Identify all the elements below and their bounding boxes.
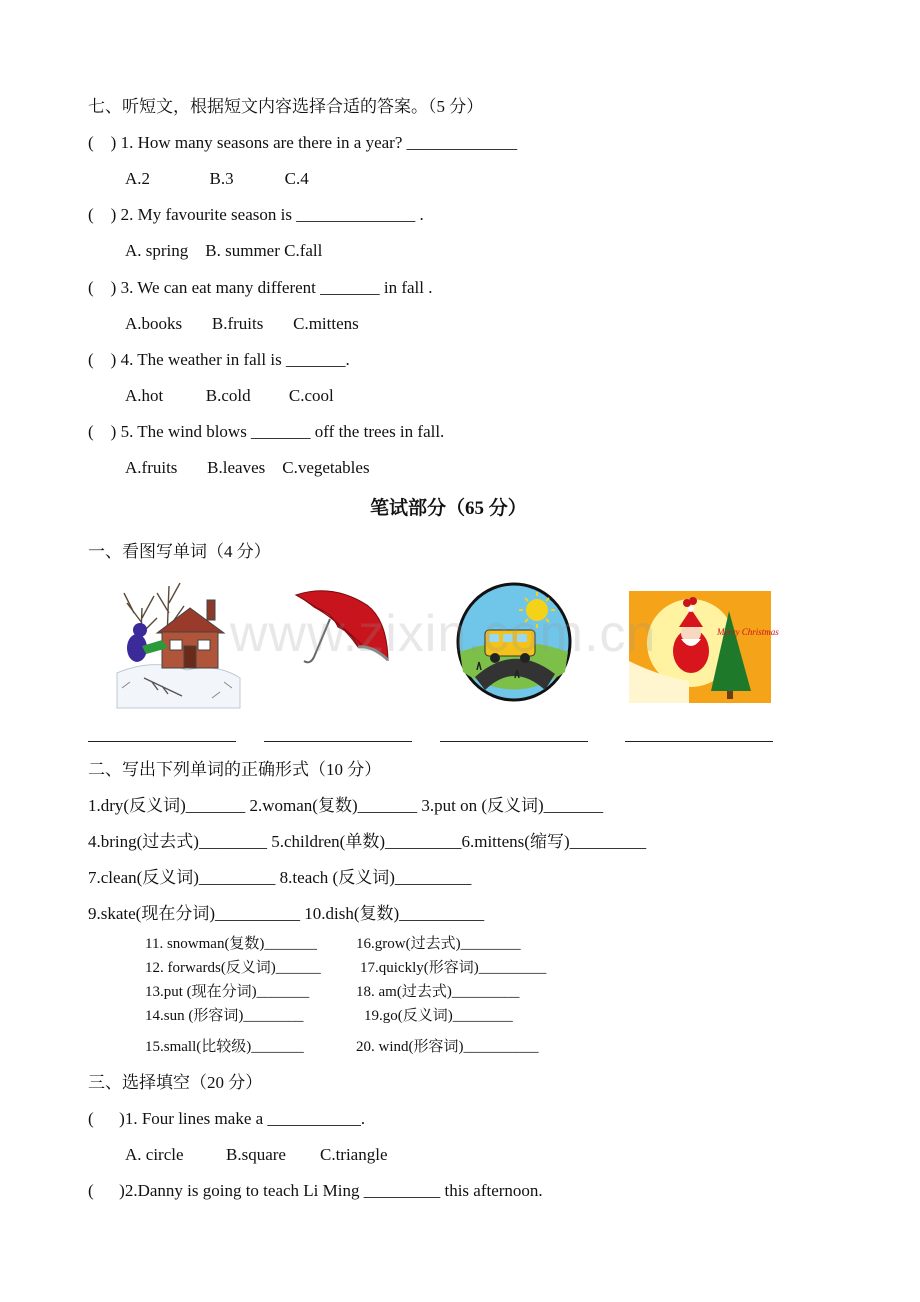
question-5-stem: ( ) 5. The wind blows _______ off the trees in fall. xyxy=(88,422,445,441)
choice-question-2-stem: ( )2.Danny is going to teach Li Ming _________ this afternoon. xyxy=(88,1181,543,1200)
word-form-row-2: 4.bring(过去式)________ 5.children(单数)_________6.mittens(缩写)_________ xyxy=(88,832,647,851)
word-form-item-11: 11. snowman(复数)_______ xyxy=(145,936,317,952)
part3-heading: 三、选择填空（20 分） xyxy=(88,1073,263,1092)
word-form-item-12: 12. forwards(反义词)______ xyxy=(145,960,321,976)
word-form-row-4: 9.skate(现在分词)__________ 10.dish(复数)__________ xyxy=(88,904,485,923)
merry-christmas-text: Merry Christmas xyxy=(717,627,779,637)
winter-snow-house-picture xyxy=(112,578,242,708)
picture-3-answer-line[interactable] xyxy=(440,741,588,742)
word-form-item-19: 19.go(反义词)________ xyxy=(364,1008,513,1024)
word-form-item-15: 15.small(比较级)_______ xyxy=(145,1039,304,1055)
word-form-row-3: 7.clean(反义词)_________ 8.teach (反义词)_________ xyxy=(88,868,472,887)
question-3-stem: ( ) 3. We can eat many different _______ in fall . xyxy=(88,278,433,297)
question-1-stem: ( ) 1. How many seasons are there in a year? _____________ xyxy=(88,133,518,152)
question-2-stem: ( ) 2. My favourite season is ______________ . xyxy=(88,205,424,224)
word-form-item-16: 16.grow(过去式)________ xyxy=(356,936,521,952)
word-form-item-13: 13.put (现在分词)_______ xyxy=(145,984,310,1000)
word-form-item-18: 18. am(过去式)_________ xyxy=(356,984,520,1000)
question-1-options: A.2 B.3 C.4 xyxy=(125,169,309,188)
choice-question-1-stem: ( )1. Four lines make a ___________. xyxy=(88,1109,366,1128)
question-2-options: A. spring B. summer C.fall xyxy=(125,241,323,260)
word-form-row-1: 1.dry(反义词)_______ 2.woman(复数)_______ 3.put on (反义词)_______ xyxy=(88,796,604,815)
question-5-options: A.fruits B.leaves C.vegetables xyxy=(125,458,370,477)
picture-4-answer-line[interactable] xyxy=(625,741,773,742)
picture-1-answer-line[interactable] xyxy=(88,741,236,742)
word-form-item-20: 20. wind(形容词)__________ xyxy=(356,1039,539,1055)
question-4-stem: ( ) 4. The weather in fall is _______. xyxy=(88,350,350,369)
choice-question-1-options: A. circle B.square C.triangle xyxy=(125,1145,388,1164)
question-4-options: A.hot B.cold C.cool xyxy=(125,386,334,405)
picture-2-answer-line[interactable] xyxy=(264,741,412,742)
written-section-title: 笔试部分（65 分） xyxy=(370,498,527,519)
question-3-options: A.books B.fruits C.mittens xyxy=(125,314,359,333)
part1-heading: 一、看图写单词（4 分） xyxy=(88,542,271,561)
word-form-item-17: 17.quickly(形容词)_________ xyxy=(360,960,547,976)
section7-heading: 七、听短文，根据短文内容选择合适的答案。（5 分） xyxy=(88,97,484,116)
watermark-text: www.zixin.com.cn xyxy=(230,605,657,663)
part2-heading: 二、写出下列单词的正确形式（10 分） xyxy=(88,760,382,779)
word-form-item-14: 14.sun (形容词)________ xyxy=(145,1008,304,1024)
